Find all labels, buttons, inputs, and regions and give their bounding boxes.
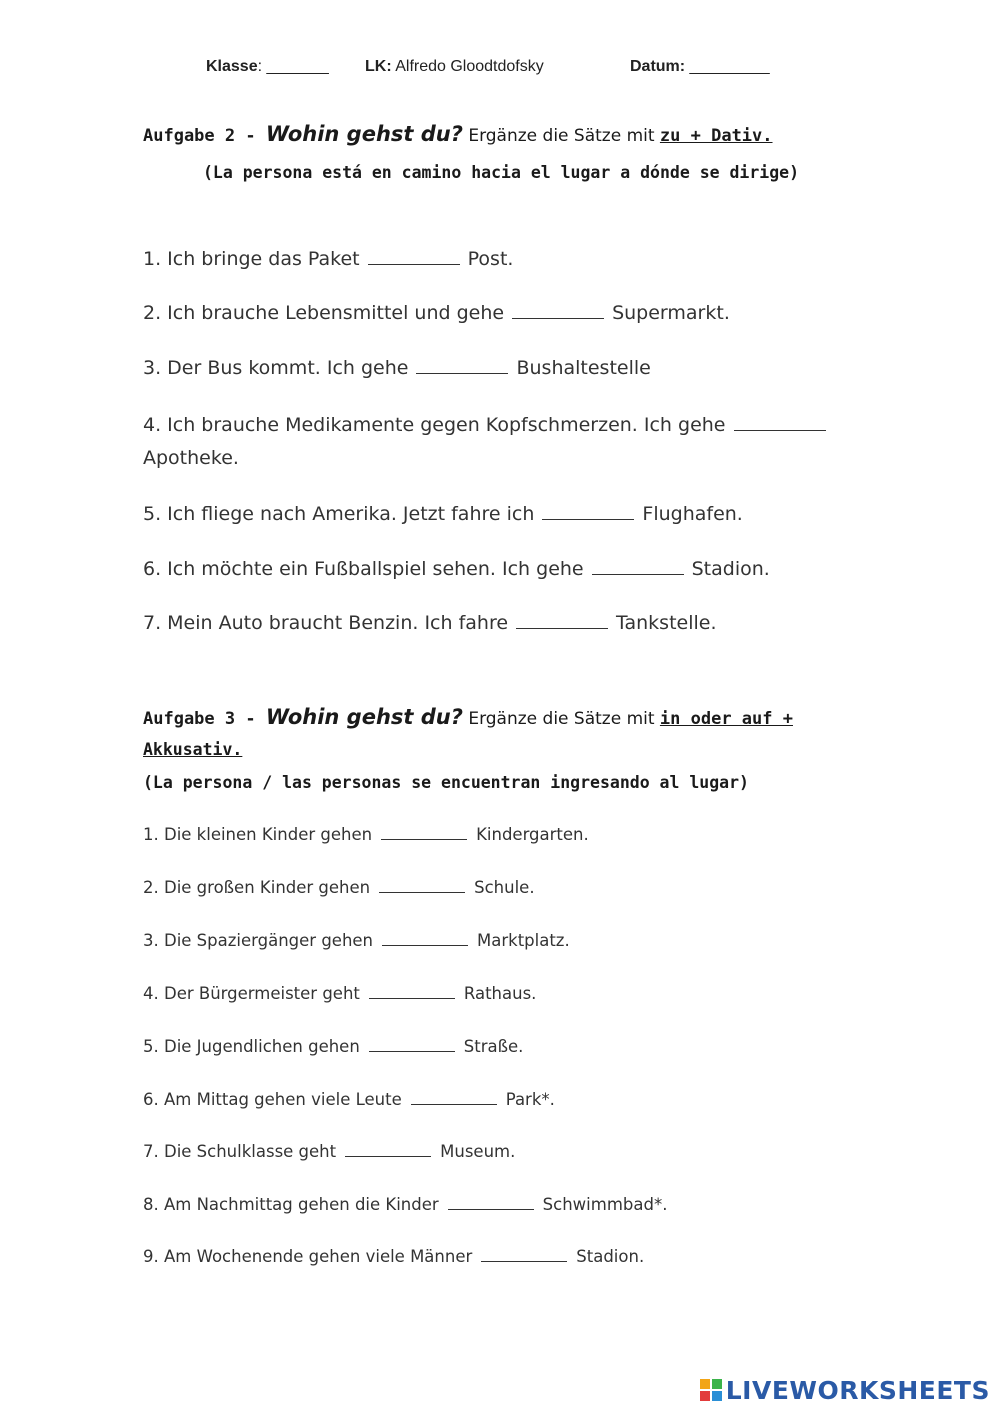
- sentence-start: 2. Die großen Kinder gehen: [143, 878, 371, 897]
- exercise-item: [143, 984, 536, 1003]
- sentence-end: Marktplatz.: [477, 931, 570, 950]
- sentence-end: Kindergarten.: [476, 825, 589, 844]
- logo-square-icon: [700, 1379, 710, 1389]
- sentence-end: Rathaus.: [463, 984, 537, 1003]
- sentence-start: 3. Die Spaziergänger gehen: [143, 931, 374, 950]
- answer-blank[interactable]: [381, 825, 467, 840]
- sentence-start: 2. Ich brauche Lebensmittel und gehe: [143, 302, 505, 324]
- sentence-end: Schwimmbad*.: [542, 1195, 668, 1214]
- exercise-item: [143, 414, 834, 436]
- date-field: Datum: _________: [630, 58, 770, 75]
- sentence-end: Tankstelle.: [616, 612, 717, 634]
- exercise-item: [143, 503, 743, 525]
- task3-title: Aufgabe 3 - Wohin gehst du? Ergänze die Sätze mit in oder auf +: [143, 705, 793, 729]
- answer-blank[interactable]: [369, 1037, 455, 1052]
- task3-keyword-continued: Akkusativ.: [143, 740, 243, 759]
- sentence-end: Park*.: [505, 1090, 555, 1109]
- exercise-item: [143, 1247, 644, 1266]
- exercise-item: [143, 825, 589, 844]
- worksheet-header: [0, 58, 1000, 82]
- answer-blank[interactable]: [516, 614, 608, 629]
- sentence-continuation: Apotheke.: [143, 447, 239, 469]
- logo-square-icon: [700, 1391, 710, 1401]
- logo-square-icon: [712, 1391, 722, 1401]
- answer-blank[interactable]: [734, 416, 826, 431]
- answer-blank[interactable]: [369, 984, 455, 999]
- sentence-end: Straße.: [463, 1037, 524, 1056]
- sentence-end: Stadion.: [691, 558, 770, 580]
- task2-note: (La persona está en camino hacia el lugar a dónde se dirige): [203, 163, 800, 182]
- sentence-start: 4. Ich brauche Medikamente gegen Kopfschmerzen. Ich gehe: [143, 414, 726, 436]
- answer-blank[interactable]: [382, 931, 468, 946]
- answer-blank[interactable]: [345, 1142, 431, 1157]
- exercise-item: [143, 357, 651, 379]
- answer-blank[interactable]: [592, 560, 684, 575]
- sentence-start: 7. Die Schulklasse geht: [143, 1142, 337, 1161]
- sentence-end: Stadion.: [576, 1247, 645, 1266]
- exercise-item: [143, 1195, 667, 1214]
- answer-blank[interactable]: [411, 1090, 497, 1105]
- sentence-end: Supermarkt.: [612, 302, 730, 324]
- exercise-item: [143, 612, 717, 634]
- task2-title: Aufgabe 2 - Wohin gehst du? Ergänze die Sätze mit zu + Dativ.: [143, 122, 773, 146]
- answer-blank[interactable]: [379, 878, 465, 893]
- answer-blank[interactable]: [542, 505, 634, 520]
- answer-blank[interactable]: [448, 1195, 534, 1210]
- sentence-start: 5. Ich fliege nach Amerika. Jetzt fahre ich: [143, 503, 535, 525]
- sentence-start: 8. Am Nachmittag gehen die Kinder: [143, 1195, 439, 1214]
- sentence-end: Bushaltestelle: [516, 357, 651, 379]
- sentence-end: Schule.: [474, 878, 535, 897]
- liveworksheets-logo: [700, 1376, 990, 1404]
- task3-note: (La persona / las personas se encuentran ingresando al lugar): [143, 773, 749, 792]
- exercise-item: [143, 878, 535, 897]
- logo-mark-icon: [700, 1379, 722, 1401]
- sentence-start: 3. Der Bus kommt. Ich gehe: [143, 357, 409, 379]
- sentence-end: Flughafen.: [642, 503, 743, 525]
- answer-blank[interactable]: [416, 359, 508, 374]
- answer-blank[interactable]: [512, 304, 604, 319]
- exercise-item: [143, 302, 730, 324]
- exercise-item: [143, 558, 770, 580]
- exercise-item: [143, 248, 513, 270]
- answer-blank[interactable]: [368, 250, 460, 265]
- exercise-item: [143, 1037, 523, 1056]
- sentence-start: 7. Mein Auto braucht Benzin. Ich fahre: [143, 612, 509, 634]
- klasse-field: Klasse: _______: [206, 58, 329, 75]
- sentence-start: 9. Am Wochenende gehen viele Männer: [143, 1247, 473, 1266]
- sentence-end: Post.: [467, 248, 514, 270]
- sentence-start: 1. Ich bringe das Paket: [143, 248, 360, 270]
- logo-text: LIVEWORKSHEETS: [725, 1375, 990, 1405]
- sentence-start: 6. Ich möchte ein Fußballspiel sehen. Ich gehe: [143, 558, 584, 580]
- sentence-end: Museum.: [440, 1142, 516, 1161]
- sentence-start: 1. Die kleinen Kinder gehen: [143, 825, 373, 844]
- exercise-item: [143, 1090, 555, 1109]
- teacher-field: LK: Alfredo Gloodtdofsky: [365, 58, 544, 75]
- exercise-item: [143, 931, 570, 950]
- sentence-start: 4. Der Bürgermeister geht: [143, 984, 360, 1003]
- sentence-start: 6. Am Mittag gehen viele Leute: [143, 1090, 402, 1109]
- logo-square-icon: [712, 1379, 722, 1389]
- exercise-item: [143, 1142, 515, 1161]
- answer-blank[interactable]: [481, 1247, 567, 1262]
- sentence-start: 5. Die Jugendlichen gehen: [143, 1037, 360, 1056]
